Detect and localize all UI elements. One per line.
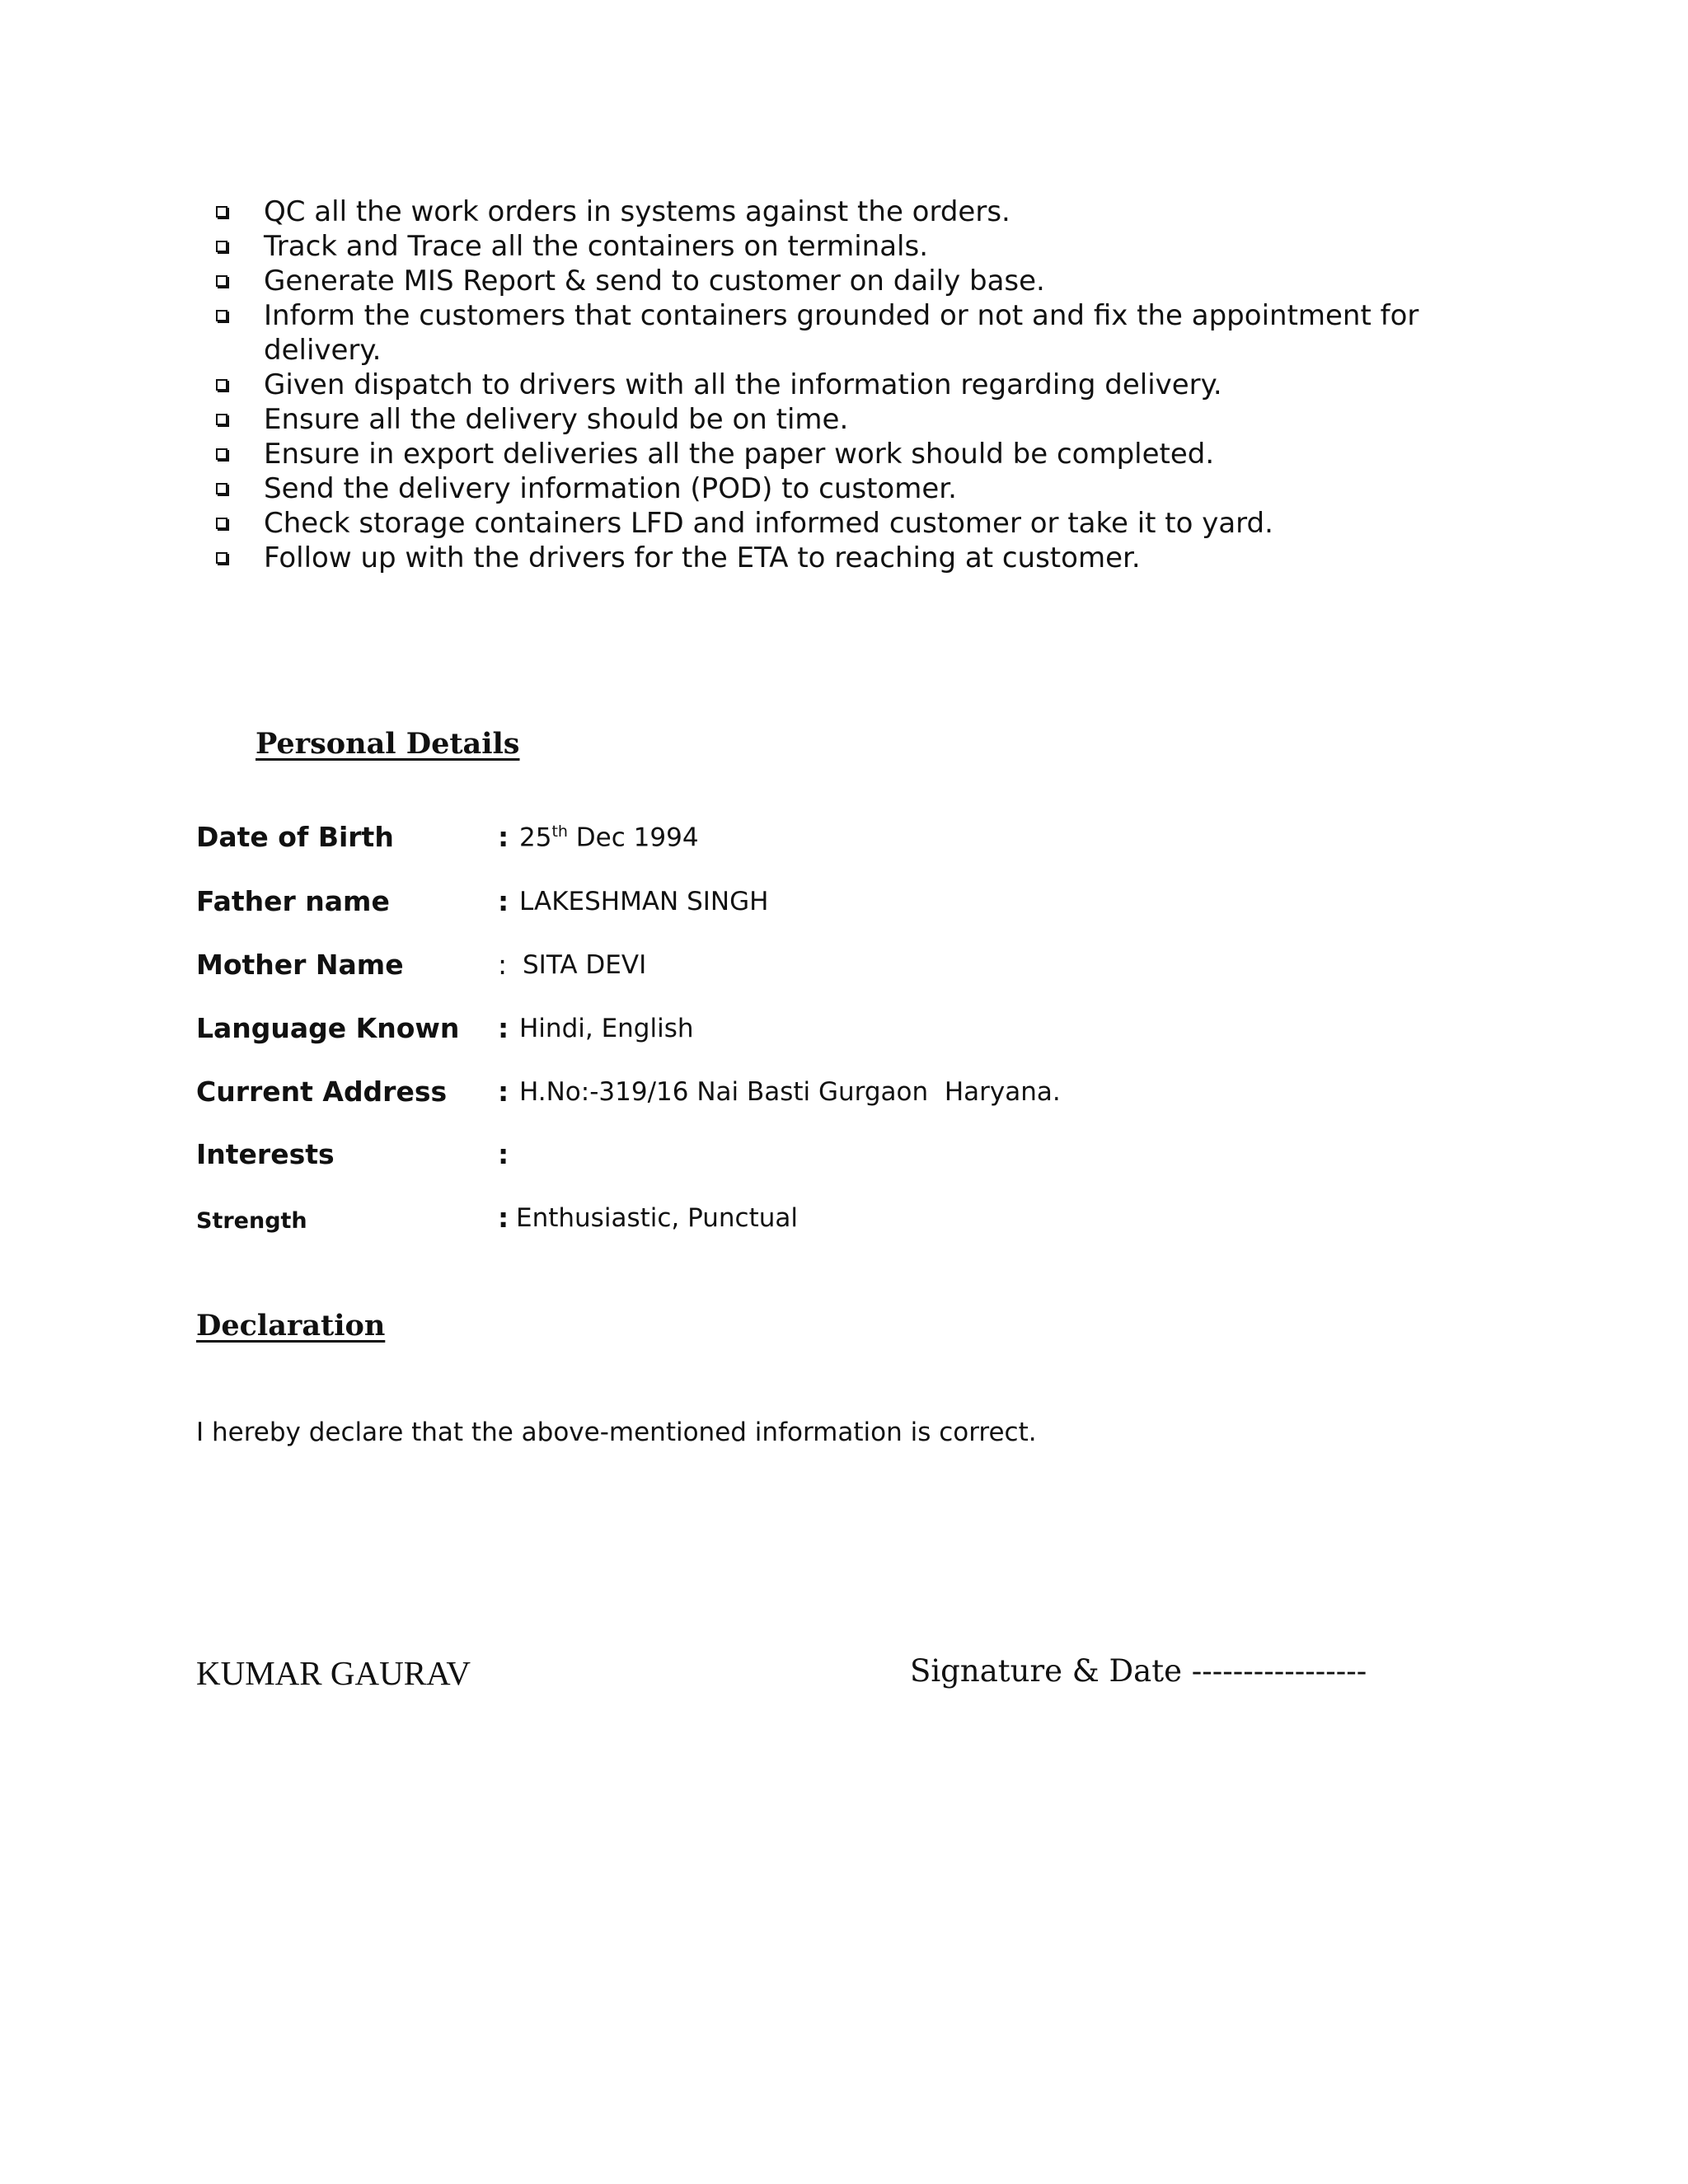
detail-colon: : (498, 949, 508, 981)
detail-row-address (196, 1076, 1350, 1117)
checkbox-bullet-icon (216, 448, 227, 460)
dob-rest: Dec 1994 (567, 823, 699, 853)
list-item (216, 402, 1428, 437)
checkbox-bullet-icon (216, 552, 227, 564)
detail-colon: : (498, 1138, 509, 1170)
detail-value: Enthusiastic, Punctual (516, 1203, 799, 1233)
declaration-heading: Declaration (196, 1309, 386, 1343)
list-item (216, 368, 1428, 402)
checkbox-bullet-icon (216, 414, 227, 425)
detail-row-dob (196, 821, 1350, 862)
detail-label: Mother Name (196, 949, 404, 981)
list-item (216, 264, 1428, 298)
checkbox-bullet-icon (216, 241, 227, 252)
detail-label: Language Known (196, 1012, 460, 1044)
detail-row-mother (196, 949, 1350, 990)
detail-row-interests (196, 1138, 1350, 1179)
declaration-text: I hereby declare that the above-mentioned information is correct. (196, 1418, 1037, 1447)
list-item-text: Ensure in export deliveries all the paper work should be completed. (264, 438, 1215, 471)
checkbox-bullet-icon (216, 275, 227, 287)
detail-row-strength (196, 1202, 1350, 1243)
list-item (216, 437, 1428, 471)
detail-colon: : (498, 1012, 509, 1044)
list-item-text: Follow up with the drivers for the ETA to reaching at customer. (264, 541, 1141, 574)
applicant-name: KUMAR GAURAV (196, 1654, 471, 1692)
list-item-text: QC all the work orders in systems against the orders. (264, 195, 1010, 228)
list-item (216, 229, 1428, 264)
list-item-text: Generate MIS Report & send to customer on daily base. (264, 265, 1045, 298)
list-item-text: Ensure all the delivery should be on time. (264, 403, 849, 436)
list-item (216, 541, 1428, 575)
detail-value: SITA DEVI (523, 950, 647, 980)
detail-value: H.No:-319/16 Nai Basti Gurgaon Haryana. (519, 1077, 1061, 1107)
dob-suffix: th (551, 823, 568, 841)
list-item-text: Send the delivery information (POD) to customer. (264, 472, 957, 505)
detail-label: Current Address (196, 1076, 448, 1108)
detail-label: Strength (196, 1208, 307, 1234)
list-item-text: Given dispatch to drivers with all the information regarding delivery. (264, 368, 1222, 401)
checkbox-bullet-icon (216, 206, 227, 218)
detail-value (519, 823, 699, 852)
checkbox-bullet-icon (216, 483, 227, 494)
detail-colon: : (498, 885, 509, 917)
detail-value: LAKESHMAN SINGH (519, 887, 769, 916)
list-item-text: Inform the customers that containers grounded or not and fix the appointment for delivery. (264, 299, 1419, 367)
list-item (216, 298, 1428, 368)
checkbox-bullet-icon (216, 518, 227, 529)
detail-label: Date of Birth (196, 821, 394, 853)
detail-label: Father name (196, 885, 390, 917)
list-item (216, 471, 1428, 506)
detail-value: Hindi, English (519, 1014, 694, 1043)
list-item (216, 506, 1428, 541)
detail-colon: : (498, 1076, 509, 1108)
detail-colon: : (498, 821, 509, 853)
dob-day: 25 (519, 823, 552, 853)
detail-colon: : (498, 1202, 509, 1234)
list-item-text: Track and Trace all the containers on terminals. (264, 230, 929, 263)
personal-details-heading: Personal Details (256, 727, 520, 761)
detail-label: Interests (196, 1138, 335, 1170)
list-item-text: Check storage containers LFD and informed customer or take it to yard. (264, 507, 1273, 540)
checkbox-bullet-icon (216, 310, 227, 321)
checkbox-bullet-icon (216, 379, 227, 391)
signature-date-line: Signature & Date ----------------- (910, 1653, 1367, 1689)
detail-row-father (196, 885, 1350, 926)
responsibilities-list (216, 194, 1428, 575)
list-item (216, 194, 1428, 229)
detail-row-language (196, 1012, 1350, 1053)
